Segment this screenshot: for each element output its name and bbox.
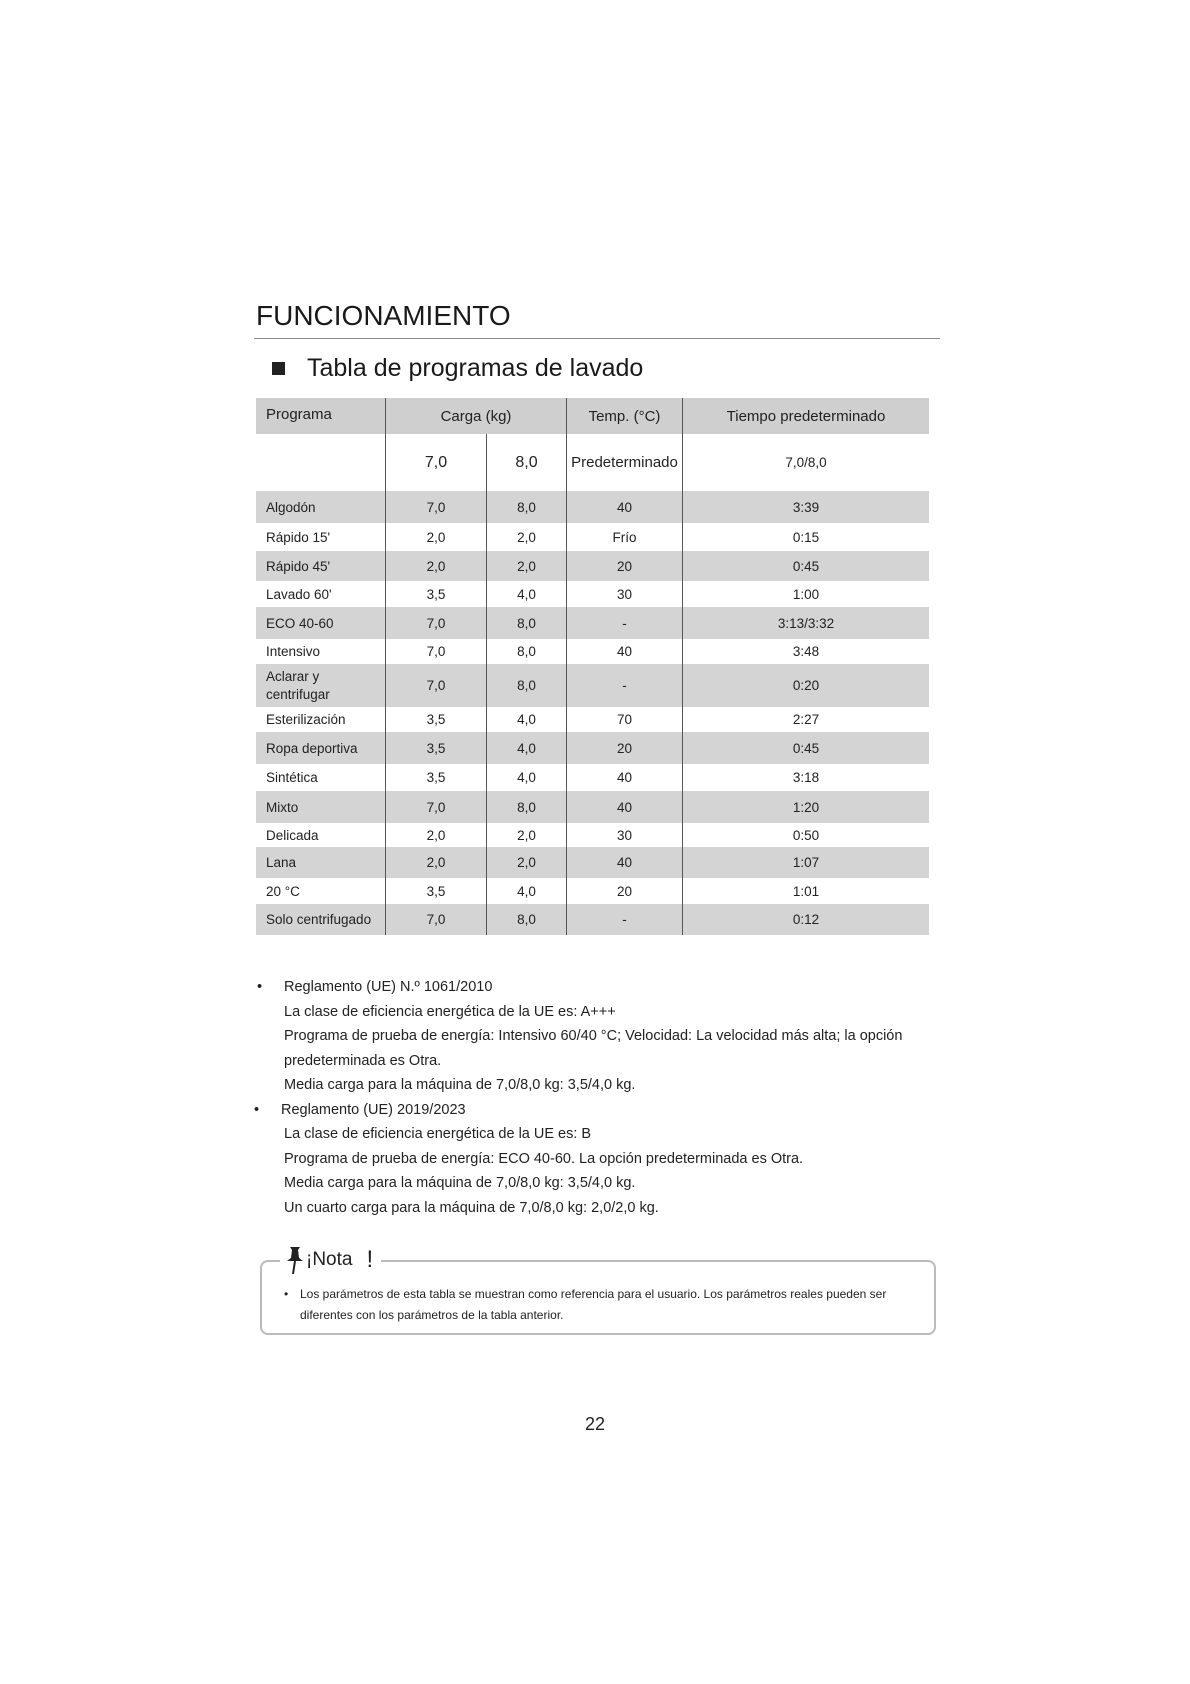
table-row [256, 581, 929, 607]
temperature: 40 [567, 764, 683, 791]
table-row [256, 491, 929, 523]
load-7: 2,0 [386, 551, 487, 581]
regulation-line: La clase de eficiencia energética de la UE es: B [284, 1126, 592, 1142]
program-name: Ropa deportiva [256, 732, 386, 764]
table-row [256, 664, 929, 707]
note-exclaim: ! [366, 1246, 374, 1273]
load-7: 7,0 [386, 607, 487, 639]
default-time: 0:45 [683, 732, 930, 764]
header-temp: Temp. (°C) [567, 398, 683, 434]
default-time: 3:48 [683, 639, 930, 664]
subheader-empty [256, 434, 386, 491]
program-name: Aclarar y centrifugar [256, 664, 386, 707]
load-8: 2,0 [487, 823, 567, 847]
load-8: 4,0 [487, 878, 567, 904]
default-time: 3:18 [683, 764, 930, 791]
load-8: 8,0 [487, 491, 567, 523]
load-7: 3,5 [386, 707, 487, 732]
title-divider [254, 338, 940, 339]
square-bullet-icon [272, 362, 285, 375]
program-name: Rápido 45' [256, 551, 386, 581]
program-name: 20 °C [266, 883, 300, 899]
load-8: 8,0 [487, 664, 567, 707]
pushpin-icon [284, 1245, 306, 1275]
programs-table [256, 398, 929, 935]
load-8: 2,0 [487, 847, 567, 878]
program-name: Lana [256, 847, 386, 878]
table-row [256, 639, 929, 664]
default-time: 0:45 [683, 551, 930, 581]
regulation-title: • Reglamento (UE) N.º 1061/2010 [284, 975, 902, 1000]
load-7: 3,5 [386, 878, 487, 904]
load-8: 8,0 [487, 791, 567, 823]
section-title: FUNCIONAMIENTO [256, 300, 511, 331]
regulation-title: • Reglamento (UE) 2019/2023 [281, 1098, 902, 1123]
temperature: 40 [567, 639, 683, 664]
load-7: 7,0 [386, 491, 487, 523]
subtitle-text: Tabla de programas de lavado [307, 354, 644, 382]
default-time: 1:01 [683, 878, 930, 904]
program-name: Mixto [256, 791, 386, 823]
program-name: Algodón [256, 491, 386, 523]
program-name: Esterilización [266, 712, 346, 727]
table-row [256, 764, 929, 791]
temperature: 40 [567, 791, 683, 823]
temperature: 30 [567, 581, 683, 607]
load-7: 3,5 [386, 732, 487, 764]
note-header [280, 1245, 381, 1275]
header-tiempo: Tiempo predeterminado [683, 398, 930, 434]
program-name: Rápido 15' [266, 529, 331, 545]
load-7: 7,0 [386, 664, 487, 707]
load-8: 4,0 [487, 732, 567, 764]
temperature: 40 [567, 491, 683, 523]
default-time: 1:00 [683, 581, 930, 607]
temperature: - [567, 904, 683, 935]
table-row [256, 523, 929, 551]
page-number: 22 [584, 1414, 606, 1434]
program-name: Solo centrifugado [256, 904, 386, 935]
load-7: 3,5 [386, 581, 487, 607]
regulation-line: Un cuarto carga para la máquina de 7,0/8,0 kg: 2,0/2,0 kg. [284, 1199, 659, 1216]
load-7: 7,0 [386, 639, 487, 664]
program-name: ECO 40-60 [256, 607, 386, 639]
load-7: 2,0 [386, 823, 487, 847]
program-name: Delicada [266, 827, 319, 843]
program-name: Lavado 60' [266, 586, 332, 602]
temperature: - [567, 664, 683, 707]
subheader-temp: Predeterminado [567, 434, 683, 491]
table-row [256, 707, 929, 732]
program-name: Intensivo [266, 644, 321, 659]
regulation-line: Programa de prueba de energía: Intensivo 60/40 °C; Velocidad: La velocidad más alta; la opción [284, 1028, 903, 1044]
temperature: 20 [567, 551, 683, 581]
regulation-notes [281, 975, 903, 1220]
table-row [256, 607, 929, 639]
temperature: 20 [567, 732, 683, 764]
subheader-load-7: 7,0 [386, 434, 487, 491]
regulation-line: Media carga para la máquina de 7,0/8,0 kg: 3,5/4,0 kg. [284, 1175, 636, 1191]
default-time: 0:12 [683, 904, 930, 935]
load-7: 3,5 [386, 764, 487, 791]
default-time: 2:27 [683, 707, 930, 732]
default-time: 3:39 [683, 491, 930, 523]
temperature: 70 [567, 707, 683, 732]
note-text: • Los parámetros de esta tabla se muestran como referencia para el usuario. Los parámetros reales pueden ser diferentes con los parámetros de la tabla anterior. [284, 1284, 924, 1326]
default-time: 1:07 [683, 847, 930, 878]
temperature: 40 [567, 847, 683, 878]
regulation-line: La clase de eficiencia energética de la UE es: A+++ [284, 1003, 616, 1020]
load-8: 4,0 [487, 581, 567, 607]
load-8: 4,0 [487, 707, 567, 732]
table-row [256, 791, 929, 823]
load-8: 2,0 [487, 551, 567, 581]
load-8: 8,0 [487, 607, 567, 639]
note-title: ¡Nota [306, 1249, 353, 1270]
regulation-line: Programa de prueba de energía: ECO 40-60. La opción predeterminada es Otra. [284, 1150, 804, 1167]
load-8: 4,0 [487, 764, 567, 791]
load-8: 8,0 [487, 904, 567, 935]
load-7: 7,0 [386, 904, 487, 935]
default-time: 0:20 [683, 664, 930, 707]
load-7: 7,0 [386, 791, 487, 823]
load-7: 2,0 [386, 847, 487, 878]
temperature: - [567, 607, 683, 639]
regulation-line: predeterminada es Otra. [284, 1052, 442, 1069]
default-time: 0:50 [683, 823, 930, 847]
temperature: 20 [567, 878, 683, 904]
load-7: 2,0 [386, 523, 487, 551]
header-carga: Carga (kg) [386, 398, 567, 434]
regulation-line: Media carga para la máquina de 7,0/8,0 kg: 3,5/4,0 kg. [284, 1077, 636, 1093]
header-programa: Programa [256, 398, 386, 434]
table-row [256, 732, 929, 764]
subheader-load-8: 8,0 [487, 434, 567, 491]
temperature: 30 [567, 823, 683, 847]
table-row [256, 904, 929, 935]
default-time: 1:20 [683, 791, 930, 823]
subsection-title [272, 354, 643, 383]
table-row [256, 847, 929, 878]
table-row [256, 551, 929, 581]
table-row [256, 823, 929, 847]
default-time: 0:15 [683, 523, 930, 551]
temperature: Frío [567, 523, 683, 551]
load-8: 8,0 [487, 639, 567, 664]
table-row [256, 878, 929, 904]
load-8: 2,0 [487, 523, 567, 551]
program-name: Sintética [266, 770, 318, 785]
default-time: 3:13/3:32 [683, 607, 930, 639]
subheader-time: 7,0/8,0 [683, 434, 930, 491]
